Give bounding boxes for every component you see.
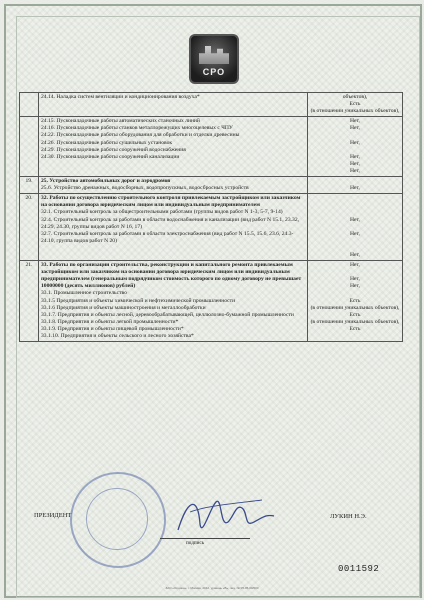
work-item: 32.7. Строительный контроль за работами в области электроснабжения (вид работ N 15.5, 15.6, 23.6, 24.3-24.10, группа видов работ N 20) — [41, 230, 294, 244]
row-number: 21. — [20, 261, 39, 342]
work-item: 24.22. Пусконаладочные работы оборудования для обработки и отделки древесины — [41, 132, 240, 139]
work-item: 25.6. Устройство дренажных, водосборных, водопропускных, водосбросных устройств — [41, 185, 249, 192]
work-item: 33.1. Промышленное строительство — [41, 290, 127, 297]
works-table-body — [20, 93, 403, 342]
work-item: 32.4. Строительный контроль за работами в области водоснабжения и канализации (вид работ N 15.1, 23.32, 24.29, 24.30, группы видов работ N 16, 17) — [41, 216, 300, 230]
work-description — [39, 261, 308, 342]
signer-name: ЛУКИН Н.Э. — [330, 513, 367, 520]
work-description — [39, 93, 308, 117]
table-row — [20, 261, 403, 342]
row-number — [20, 117, 39, 177]
work-item: 33. Работы по организации строительства, реконструкции и капитального ремонта привлекаемым застройщиком или заказчиком на основании договора юридическим лицом или индивидуальным предпринимателем (генеральным подрядчиком стоимость которого по одному договору не превышает 10000000 (десять миллионов) рублей) — [41, 262, 302, 290]
work-item: 24.16. Пусконаладочные работы станков металлорежущих многоцелевых с ЧПУ — [41, 125, 233, 132]
work-item: 33.1.6 Предприятия и объекты машиностроения и металлообработки — [41, 304, 206, 311]
work-item: 24.29. Пусконаладочные работы сооружений водоснабжения — [41, 146, 186, 153]
work-item: 25. Устройство автомобильных дорог и аэродромов — [41, 178, 171, 185]
work-item: 33.1.10. Предприятия и объекты сельского и лесного хозяйства* — [41, 333, 194, 339]
printer-line: ЗАО «Опцион», г. Москва, 2012, уровень «В», лиц. № 05-05-09/003 — [165, 586, 259, 590]
work-item: 32.1. Строительный контроль за общестроительными работами (группы видов работ N 1-3, 5-7, 9-14) — [41, 209, 283, 216]
work-status: Нет, Нет, Нет, — [308, 194, 403, 261]
work-item: 33.1.5 Предприятия и объекты химической и нефтехимической промышленности — [41, 297, 236, 304]
emblem-badge — [189, 34, 239, 84]
table-row — [20, 194, 403, 261]
work-item: 33.1.7. Предприятия и объекты лесной, деревообрабатывающей, целлюлозно-бумажной промышленности — [41, 311, 294, 318]
work-item: 24.14. Наладка систем вентиляции и кондиционирования воздуха* — [41, 94, 200, 100]
table-row — [20, 93, 403, 117]
work-status: Нет, Нет, Нет, Нет, Нет, Нет, — [308, 117, 403, 177]
work-status: Нет, Нет, Нет, Есть (в отношении уникальных объектов), Есть (в отношении уникальных объектов), Есть — [308, 261, 403, 342]
work-item: 24.30. Пусконаладочные работы сооружений канализации — [41, 153, 180, 160]
row-number: 20. — [20, 194, 39, 261]
work-item: 24.15. Пусконаладочные работы автоматических станочных линий — [41, 118, 200, 125]
serial-number: 0011592 — [338, 564, 380, 574]
work-status: Нет, — [308, 177, 403, 194]
work-item: 33.1.9. Предприятия и объекты пищевой промышленности* — [41, 325, 184, 332]
seal-stamp-icon — [70, 472, 166, 568]
work-item: 33.1.8. Предприятия и объекты легкой промышленности* — [41, 318, 179, 325]
row-number: 19. — [20, 177, 39, 194]
emblem-text: СРО — [202, 67, 226, 77]
work-item: 24.26. Пусконаладочные работы сушильных установок — [41, 139, 173, 146]
work-status: объектов), Есть (в отношении уникальных объектов), — [308, 93, 403, 117]
works-table — [19, 92, 403, 342]
work-description — [39, 194, 308, 261]
signature-icon — [170, 478, 280, 548]
table-row — [20, 117, 403, 177]
work-description — [39, 117, 308, 177]
president-title: ПРЕЗИДЕНТ — [34, 512, 72, 519]
work-description — [39, 177, 308, 194]
sro-emblem-icon — [186, 20, 242, 84]
signature-caption: подпись — [186, 540, 205, 546]
table-row — [20, 177, 403, 194]
work-item: 32. Работы по осуществлению строительного контроля привлекаемым застройщиком или заказчиком на основании договора юридическим лицом или индивидуальным предпринимателем — [41, 195, 301, 209]
row-number — [20, 93, 39, 117]
